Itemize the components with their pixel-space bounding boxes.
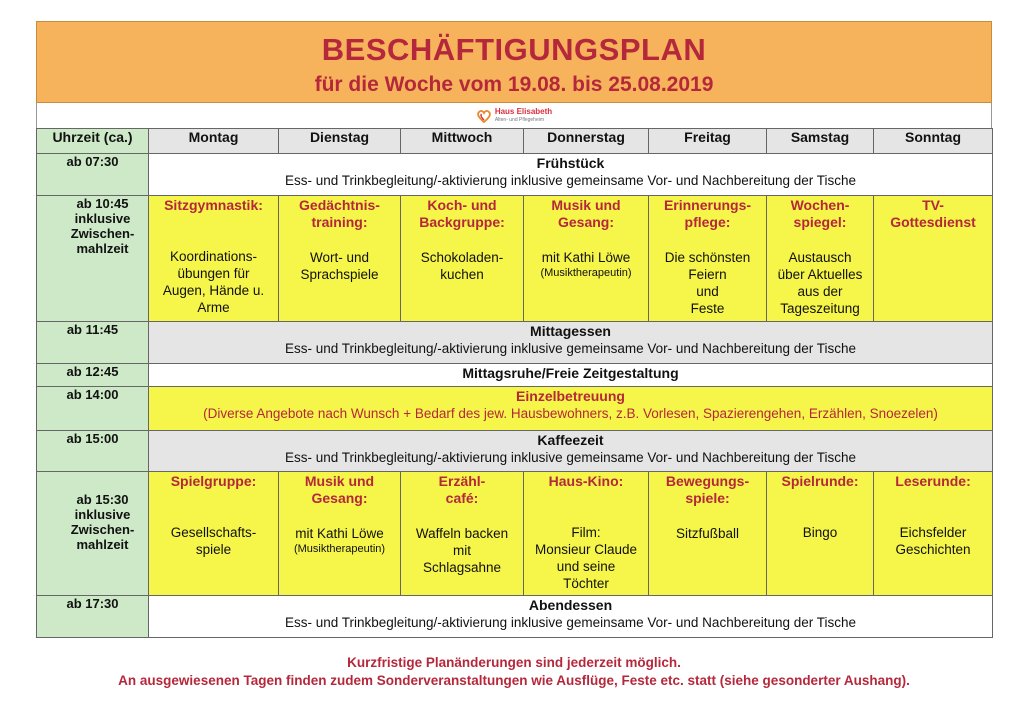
col-header-time: Uhrzeit (ca.) <box>37 129 149 154</box>
heart-logo-icon <box>476 108 492 124</box>
activity-note: (Musiktherapeutin) <box>540 267 632 279</box>
activity-title: Musik und <box>304 473 375 489</box>
activity-title: Erinnerungs- <box>663 197 752 213</box>
schedule-table <box>36 128 993 638</box>
einzel-cell <box>149 387 993 431</box>
row-abendessen <box>37 596 993 638</box>
row-kaffeezeit <box>37 431 993 472</box>
row-einzelbetreuung <box>37 387 993 431</box>
activity-title: Backgruppe: <box>419 214 505 230</box>
activity-cell <box>767 196 874 322</box>
activity-desc: Monsieur Claude <box>534 542 638 557</box>
activity-title: Musik und <box>551 197 621 213</box>
activity-cell <box>524 472 649 596</box>
activity-title: training: <box>311 214 368 230</box>
header-banner <box>36 21 992 103</box>
activity-note: (Musiktherapeutin) <box>293 543 386 555</box>
activity-desc: Waffeln backen <box>415 526 509 541</box>
time-line: ab 15:30 <box>76 492 129 507</box>
meal-subtitle: Ess- und Trinkbegleitung/-aktivierung inklusive gemeinsame Vor- und Nachbereitung der Tische <box>284 173 857 188</box>
meal-subtitle: Ess- und Trinkbegleitung/-aktivierung inklusive gemeinsame Vor- und Nachbereitung der Tische <box>284 450 857 465</box>
activity-title: Gesang: <box>557 214 614 230</box>
activity-desc: und <box>696 284 719 299</box>
col-header-freitag: Freitag <box>649 129 767 154</box>
meal-cell <box>149 431 993 472</box>
meal-title: Kaffeezeit <box>537 432 604 448</box>
meal-subtitle: Ess- und Trinkbegleitung/-aktivierung inklusive gemeinsame Vor- und Nachbereitung der Tische <box>284 341 857 356</box>
time-cell: ab 11:45 <box>37 322 149 364</box>
footer-notice <box>36 654 992 690</box>
time-cell: ab 14:00 <box>37 387 149 431</box>
activity-desc: kuchen <box>440 267 484 282</box>
activity-cell <box>149 196 279 322</box>
einzel-subtitle: (Diverse Angebote nach Wunsch + Bedarf des jew. Hausbewohners, z.B. Vorlesen, Spazierengehen, Erzählen, Snoezelen) <box>203 406 938 421</box>
time-cell: ab 12:45 <box>37 364 149 387</box>
activity-title: Leserunde: <box>895 473 971 489</box>
activity-cell <box>524 196 649 322</box>
activity-title: Bewegungs- <box>665 473 750 489</box>
activity-desc: mit <box>453 543 471 558</box>
activity-desc: Die schönsten <box>664 250 751 265</box>
page-title: BESCHÄFTIGUNGSPLAN <box>321 32 707 67</box>
activity-desc: Eichsfelder <box>899 525 967 540</box>
activity-title: pflege: <box>684 214 731 230</box>
activity-desc: über Aktuelles <box>777 267 863 282</box>
col-header-mittwoch: Mittwoch <box>401 129 524 154</box>
activity-title: Sitzgymnastik: <box>164 197 263 213</box>
row-fruehstueck <box>37 154 993 196</box>
col-header-dienstag: Dienstag <box>279 129 401 154</box>
activity-cell <box>874 472 993 596</box>
activity-desc: aus der <box>797 284 843 299</box>
activity-desc: Arme <box>197 300 230 315</box>
activity-desc: Töchter <box>563 576 609 591</box>
activity-title: Gottesdienst <box>890 214 976 230</box>
activity-desc: übungen für <box>177 266 250 281</box>
time-line: Zwischen- <box>70 226 135 241</box>
meal-cell <box>149 154 993 196</box>
row-nachmittag <box>37 472 993 596</box>
page-subtitle: für die Woche vom 19.08. bis 25.08.2019 <box>314 73 714 96</box>
activity-desc: Gesellschafts- <box>170 525 257 540</box>
header-row <box>37 129 993 154</box>
activity-cell <box>279 472 401 596</box>
activity-desc: Feste <box>690 301 725 316</box>
meal-subtitle: Ess- und Trinkbegleitung/-aktivierung inklusive gemeinsame Vor- und Nachbereitung der Tische <box>284 615 857 630</box>
activity-desc: Feiern <box>688 267 727 282</box>
activity-desc: spiele <box>195 542 232 557</box>
meal-cell <box>149 596 993 638</box>
logo <box>476 108 552 124</box>
row-mittagsruhe <box>37 364 993 387</box>
activity-desc: Film: <box>571 525 601 540</box>
meal-title: Mittagsruhe/Freie Zeitgestaltung <box>462 365 679 381</box>
meal-cell <box>149 364 993 387</box>
activity-cell <box>279 196 401 322</box>
activity-desc: Koordinations- <box>169 249 258 264</box>
activity-title: Gedächtnis- <box>299 197 380 213</box>
activity-desc: mit Kathi Löwe <box>295 526 384 541</box>
activity-title: Wochen- <box>790 197 850 213</box>
time-cell: ab 15:00 <box>37 431 149 472</box>
activity-desc: Austausch <box>788 250 852 265</box>
time-cell: ab 17:30 <box>37 596 149 638</box>
activity-cell <box>401 472 524 596</box>
activity-desc: Augen, Hände u. <box>162 283 265 298</box>
time-line: mahlzeit <box>76 537 129 552</box>
activity-title: Spielrunde: <box>781 473 859 489</box>
activity-cell <box>874 196 993 322</box>
activity-title: Koch- und <box>427 197 497 213</box>
activity-title: Haus-Kino: <box>548 473 624 489</box>
time-line: inklusive <box>74 211 131 226</box>
activity-desc: Tageszeitung <box>780 301 860 316</box>
time-line: Zwischen- <box>70 522 135 537</box>
activity-desc: Schlagsahne <box>422 560 502 575</box>
logo-bar <box>36 103 992 128</box>
activity-cell <box>767 472 874 596</box>
time-cell <box>37 472 149 596</box>
activity-cell <box>149 472 279 596</box>
meal-title: Mittagessen <box>530 323 611 339</box>
time-line: inklusive <box>74 507 131 522</box>
activity-desc: und seine <box>556 559 616 574</box>
footer-line-2: An ausgewiesenen Tagen finden zudem Sonderveranstaltungen wie Ausflüge, Feste etc. statt (siehe gesonderter Aushang). <box>118 673 910 688</box>
activity-title: Gesang: <box>311 490 368 506</box>
meal-cell <box>149 322 993 364</box>
activity-title: spiele: <box>685 490 730 506</box>
col-header-montag: Montag <box>149 129 279 154</box>
activity-title: café: <box>445 490 479 506</box>
footer-line-1: Kurzfristige Planänderungen sind jederzeit möglich. <box>347 655 681 670</box>
col-header-sonntag: Sonntag <box>874 129 993 154</box>
activity-title: Spielgruppe: <box>170 473 257 489</box>
time-cell <box>37 196 149 322</box>
row-vormittag <box>37 196 993 322</box>
col-header-samstag: Samstag <box>767 129 874 154</box>
logo-brand: Haus Elisabeth <box>494 106 553 116</box>
activity-cell <box>401 196 524 322</box>
row-mittagessen <box>37 322 993 364</box>
time-cell: ab 07:30 <box>37 154 149 196</box>
activity-desc: Sitzfußball <box>675 526 740 541</box>
activity-desc: Geschichten <box>895 542 971 557</box>
meal-title: Abendessen <box>528 597 613 613</box>
activity-desc: mit Kathi Löwe <box>541 250 631 265</box>
einzel-title: Einzelbetreuung <box>516 388 625 404</box>
activity-title: TV- <box>922 197 944 213</box>
activity-desc: Sprachspiele <box>300 267 379 282</box>
activity-title: Erzähl- <box>438 473 486 489</box>
activity-cell <box>649 472 767 596</box>
activity-desc: Schokoladen- <box>420 250 504 265</box>
activity-cell <box>649 196 767 322</box>
activity-desc: Bingo <box>802 525 838 540</box>
col-header-donnerstag: Donnerstag <box>524 129 649 154</box>
activity-title: spiegel: <box>793 214 847 230</box>
activity-desc: Wort- und <box>309 250 370 265</box>
meal-title: Frühstück <box>536 155 605 171</box>
time-line: ab 10:45 <box>76 196 129 211</box>
logo-tagline: Alten- und Pflegeheim <box>494 116 545 123</box>
time-line: mahlzeit <box>76 241 129 256</box>
